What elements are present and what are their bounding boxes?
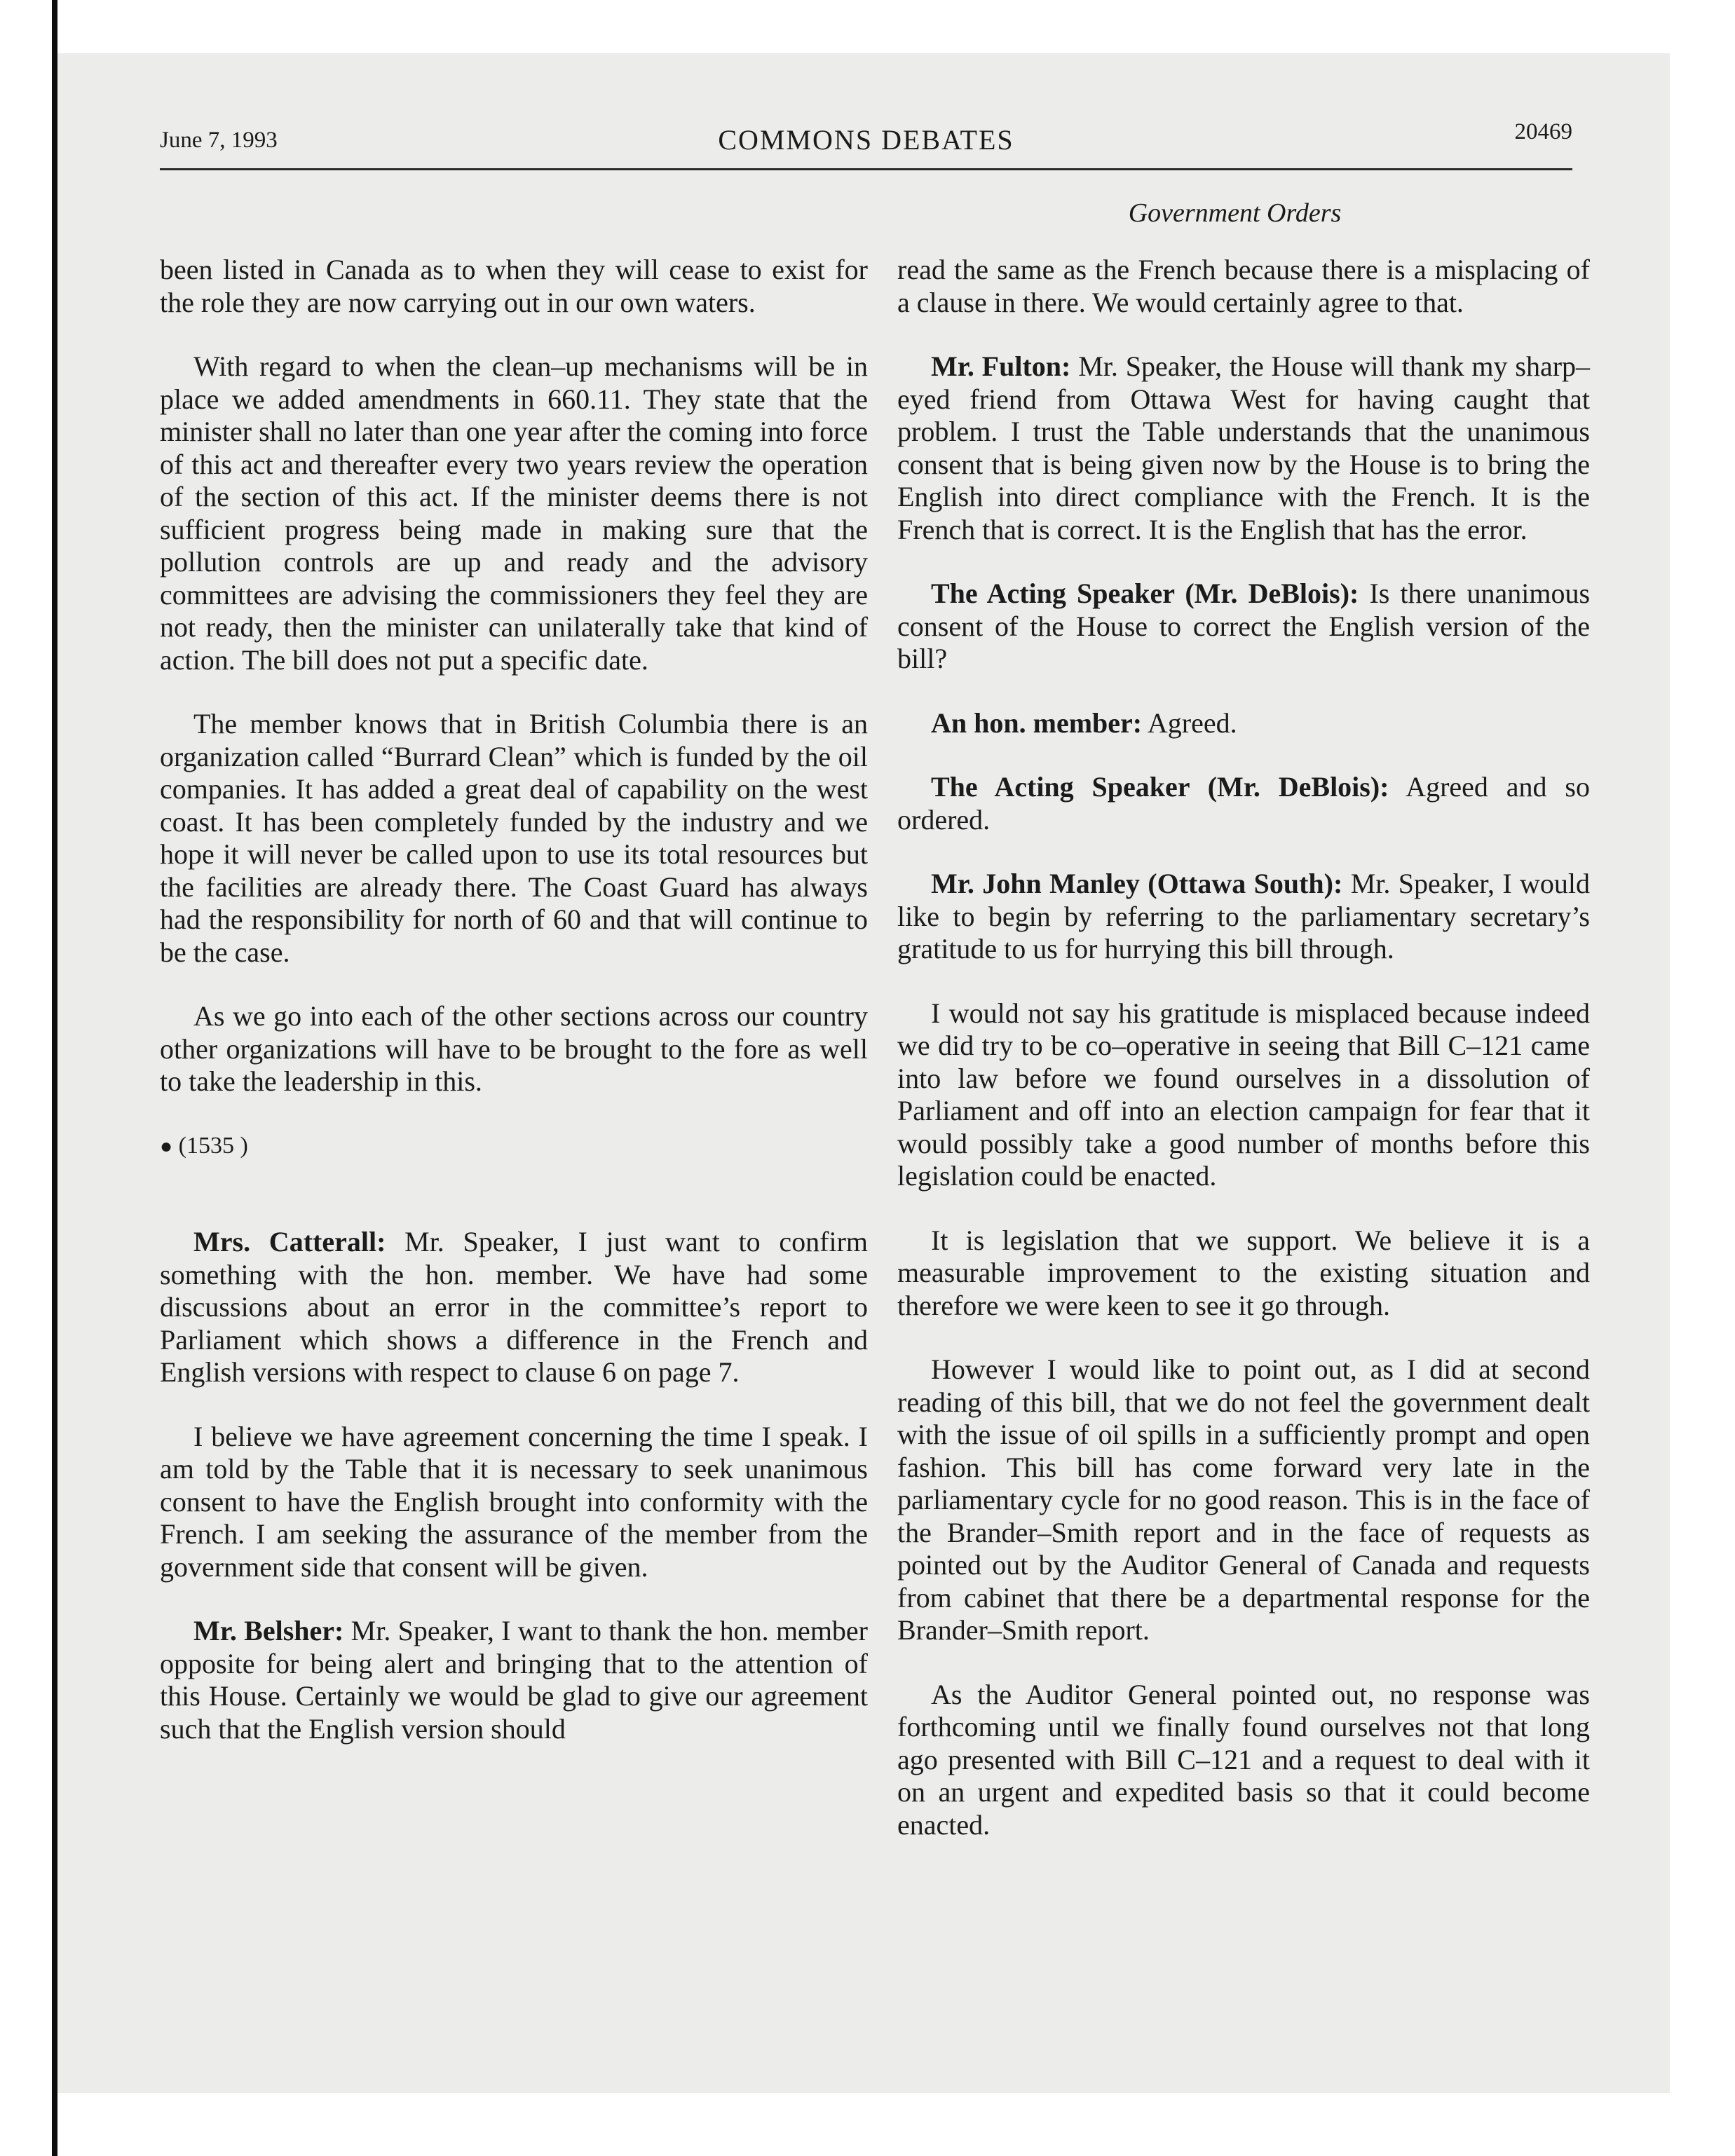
right-column (897, 254, 1590, 1873)
paragraph (897, 578, 1590, 676)
paragraph: It is legislation that we support. We believe it is a measurable improvement to the existing situation and therefore we were keen to see it go through. (897, 1224, 1590, 1321)
paragraph: been listed in Canada as to when they will cease to exist for the role they are now carrying out in our own waters. (160, 254, 868, 318)
speaker-name: Mr. John Manley (Ottawa South): (931, 868, 1343, 899)
speaker-name: The Acting Speaker (Mr. DeBlois): (931, 578, 1359, 609)
page-number: 20469 (1514, 119, 1572, 144)
speech-text: Mr. Speaker, I would like to begin by referring to the parliamentary secretary’s gratitude to us for hurrying this bill through. (897, 868, 1591, 964)
section-title: Government Orders (1128, 198, 1342, 228)
paragraph: read the same as the French because there is a misplacing of a clause in there. We would certainly agree to that. (897, 254, 1590, 318)
header-date: June 7, 1993 (160, 128, 278, 153)
paragraph: As we go into each of the other sections across our country other organizations will have to be brought to the fore as well to take the leadership in this. (160, 1000, 868, 1097)
paragraph: I believe we have agreement concerning the time I speak. I am told by the Table that it is necessary to seek unanimous consent to have the English brought into conformity with the French. I am seeking the assurance of the member from the government side that consent will be given. (160, 1420, 868, 1583)
bullet-icon: ● (160, 1134, 173, 1158)
speaker-name: An hon. member: (931, 707, 1143, 739)
paragraph (160, 1615, 868, 1745)
sitting-time: (1535 ) (178, 1132, 248, 1159)
speech-text: Agreed and so ordered. (897, 771, 1591, 835)
speech-text: Is there unanimous consent of the House to correct the English version of the bill? (897, 578, 1591, 674)
paragraph: The member knows that in British Columbia there is an organization called “Burrard Clean” which is funded by the oil companies. It has added a great deal of capability on the west coast. It has been completely funded by the industry and we hope it will never be called upon to use its total resources but the facilities are already there. The Coast Guard has always had the responsibility for north of 60 and that will continue to be the case. (160, 708, 868, 968)
speech-text: Agreed. (1147, 707, 1237, 739)
scan-edge (52, 0, 57, 2156)
speech-text: Mr. Speaker, I want to thank the hon. member opposite for being alert and bringing that to the attention of this House. Certainly we would be glad to give our agreement such that the English version should (160, 1615, 869, 1745)
speaker-name: The Acting Speaker (Mr. DeBlois): (931, 771, 1389, 803)
scan-margin (0, 0, 52, 2156)
speaker-name: Mrs. Catterall: (193, 1226, 386, 1257)
paragraph (160, 1226, 868, 1389)
paragraph: I would not say his gratitude is misplaced because indeed we did try to be co–operative in seeing that Bill C–121 came into law before we found ourselves in a dissolution of Parliament and off into an election campaign for fear that it would possibly take a good number of months before this legislation could be enacted. (897, 997, 1590, 1192)
page-header (160, 118, 1572, 170)
paragraph: However I would like to point out, as I did at second reading of this bill, that we do not feel the government dealt with the issue of oil spills in a sufficiently prompt and open fashion. This bill has come forward very late in the parliamentary cycle for no good reason. This is in the face of the Brander–Smith report and in the face of requests as pointed out by the Auditor General of Canada and requests from cabinet that there be a departmental response for the Brander–Smith report. (897, 1353, 1590, 1646)
paragraph: As the Auditor General pointed out, no response was forthcoming until we finally found ourselves not that long ago presented with Bill C–121 and a request to deal with it on an urgent and expedited basis so that it could become enacted. (897, 1678, 1590, 1841)
paragraph: With regard to when the clean–up mechanisms will be in place we added amendments in 660.11. They state that the minister shall no later than one year after the coming into force of this act and thereafter every two years review the operation of the section of this act. If the minister deems there is not sufficient progress being made in making sure that the pollution controls are up and ready and the advisory committees are advising the commissioners they feel they are not ready, then the minister can unilaterally take that kind of action. The bill does not put a specific date. (160, 350, 868, 676)
sitting-time-marker (160, 1130, 868, 1164)
speaker-name: Mr. Belsher: (193, 1615, 344, 1646)
paragraph (897, 868, 1590, 966)
left-column (160, 254, 868, 1777)
paragraph (897, 707, 1590, 740)
speech-text: Mr. Speaker, I just want to confirm something with the hon. member. We have had some discussions about an error in the committee’s report to Parliament which shows a difference in the French and English versions with respect to clause 6 on page 7. (160, 1226, 869, 1388)
header-title: COMMONS DEBATES (718, 124, 1014, 156)
speech-text: Mr. Speaker, the House will thank my sharp–eyed friend from Ottawa West for having caught that problem. I trust the Table understands that the unanimous consent that is being given now by the House is to bring the English into direct compliance with the French. It is the French that is correct. It is the English that has the error. (897, 350, 1591, 545)
paragraph (897, 771, 1590, 836)
speaker-name: Mr. Fulton: (931, 350, 1071, 382)
paragraph (897, 350, 1590, 546)
